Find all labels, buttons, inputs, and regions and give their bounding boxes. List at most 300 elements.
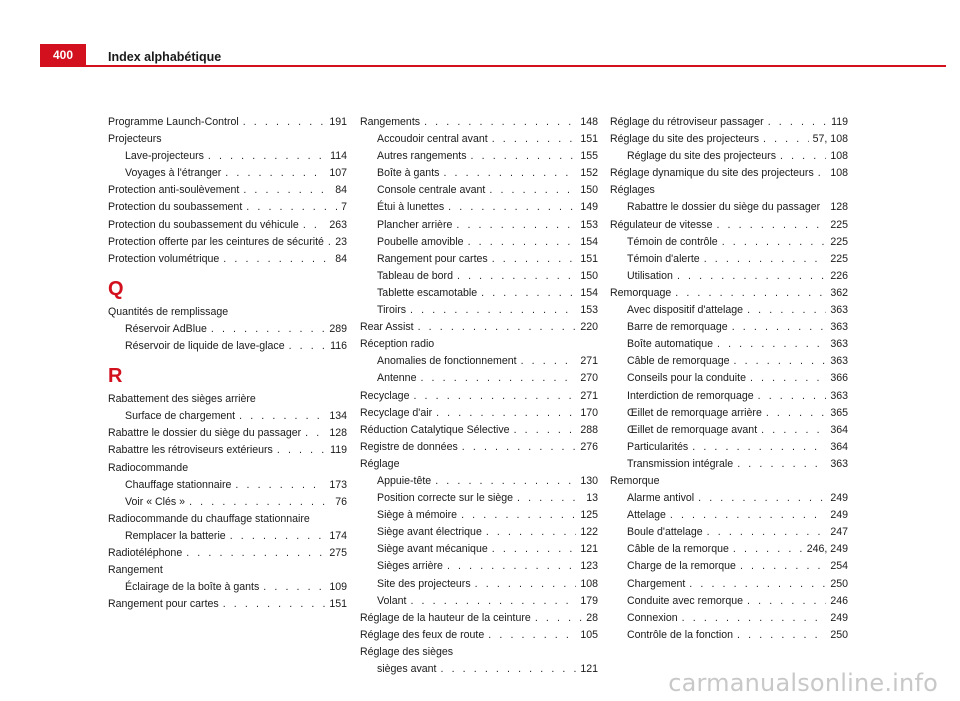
page-reference: 362 bbox=[830, 286, 848, 299]
page-reference: 250 bbox=[830, 628, 848, 641]
page-reference: 179 bbox=[580, 594, 598, 607]
dot-leader bbox=[535, 610, 582, 627]
dot-leader bbox=[243, 114, 326, 131]
dot-leader bbox=[758, 388, 827, 405]
entry-label: Œillet de remorquage arrière bbox=[627, 406, 762, 419]
index-heading: Remorque bbox=[610, 474, 660, 487]
dot-leader bbox=[263, 579, 325, 596]
page-reference: 270 bbox=[580, 372, 598, 385]
page-reference: 119 bbox=[831, 116, 848, 128]
page-reference: 363 bbox=[830, 321, 848, 334]
index-entry bbox=[610, 285, 848, 302]
entry-label: Rabattre le dossier du siège du passager bbox=[108, 427, 302, 440]
entry-label: Anomalies de fonctionnement bbox=[377, 355, 517, 368]
index-entry bbox=[108, 217, 347, 234]
page-reference: 363 bbox=[830, 338, 848, 351]
entry-label: Poubelle amovible bbox=[377, 235, 464, 248]
index-subentry bbox=[108, 338, 347, 355]
page-reference: 220 bbox=[580, 321, 598, 334]
index-entry bbox=[108, 545, 347, 562]
dot-leader bbox=[211, 321, 325, 338]
dot-leader bbox=[489, 182, 576, 199]
dot-leader bbox=[733, 541, 803, 558]
entry-label: Surface de chargement bbox=[125, 410, 236, 423]
page-reference: 155 bbox=[580, 150, 598, 163]
index-entry bbox=[360, 114, 598, 131]
dot-leader bbox=[737, 456, 826, 473]
page-reference: 249 bbox=[830, 492, 848, 505]
page-reference: 246, 249 bbox=[806, 543, 848, 556]
dot-leader bbox=[462, 439, 577, 456]
dot-leader bbox=[189, 494, 331, 511]
index-entry bbox=[610, 217, 848, 234]
page-reference: 275 bbox=[329, 546, 347, 559]
page-reference: 114 bbox=[330, 150, 347, 163]
page-reference: 125 bbox=[580, 509, 598, 522]
entry-label: Protection offerte par les ceintures de sécurité bbox=[108, 235, 324, 248]
index-subentry bbox=[360, 353, 598, 370]
entry-label: sièges avant bbox=[377, 663, 437, 675]
dot-leader bbox=[413, 388, 576, 405]
page-reference: 28 bbox=[586, 611, 598, 624]
dot-leader bbox=[443, 165, 576, 182]
index-entry bbox=[108, 234, 347, 251]
entry-label: Tablette escamotable bbox=[377, 286, 478, 299]
dot-leader bbox=[747, 302, 826, 319]
index-entry bbox=[360, 388, 598, 405]
index-subentry bbox=[108, 528, 347, 545]
dot-leader bbox=[818, 165, 827, 182]
entry-label: Particularités bbox=[627, 440, 689, 453]
entry-label: Rangement pour cartes bbox=[377, 252, 488, 265]
entry-label: Réglage dynamique du site des projecteurs bbox=[610, 167, 814, 180]
entry-label: Protection du soubassement bbox=[108, 201, 243, 214]
index-heading: Rabattement des sièges arrière bbox=[108, 393, 256, 406]
page-reference: 121 bbox=[580, 543, 598, 556]
index-subentry bbox=[610, 541, 848, 558]
dot-leader bbox=[457, 268, 576, 285]
dot-leader bbox=[481, 285, 576, 302]
entry-label: Siège avant mécanique bbox=[377, 543, 488, 556]
index-subentry bbox=[360, 576, 598, 593]
page-reference: 107 bbox=[329, 167, 347, 180]
page-reference: 249 bbox=[830, 611, 848, 624]
entry-label: Sièges arrière bbox=[377, 560, 443, 573]
index-column-1 bbox=[108, 114, 347, 613]
page-title: Index alphabétique bbox=[108, 50, 222, 64]
index-subentry bbox=[360, 661, 598, 678]
index-entry bbox=[108, 251, 347, 268]
dot-leader bbox=[689, 576, 826, 593]
index-entry bbox=[610, 131, 848, 148]
dot-leader bbox=[492, 131, 577, 148]
entry-label: Témoin d'alerte bbox=[627, 252, 700, 265]
index-subentry bbox=[610, 251, 848, 268]
entry-label: Interdiction de remorquage bbox=[627, 389, 754, 402]
page-reference: 130 bbox=[580, 474, 598, 487]
entry-label: Protection du soubassement du véhicule bbox=[108, 218, 299, 231]
page-reference: 247 bbox=[830, 526, 848, 539]
index-subentry bbox=[360, 593, 598, 610]
index-heading: Radiocommande bbox=[108, 461, 189, 474]
page-reference: 23 bbox=[335, 235, 347, 248]
entry-label: Câble de remorquage bbox=[627, 355, 730, 368]
dot-leader bbox=[732, 319, 827, 336]
entry-label: Transmission intégrale bbox=[627, 457, 734, 470]
entry-label: Appuie-tête bbox=[377, 474, 432, 487]
index-subentry bbox=[610, 302, 848, 319]
index-entry bbox=[610, 114, 848, 131]
dot-leader bbox=[468, 234, 577, 251]
page-reference: 13 bbox=[586, 492, 598, 505]
index-entry bbox=[108, 442, 347, 459]
entry-label: Remorquage bbox=[610, 286, 672, 299]
index-subentry bbox=[610, 319, 848, 336]
dot-leader bbox=[675, 285, 826, 302]
entry-label: Connexion bbox=[627, 611, 678, 624]
dot-leader bbox=[208, 148, 326, 165]
index-subentry bbox=[360, 524, 598, 541]
page-reference: 150 bbox=[580, 269, 598, 282]
dot-leader bbox=[225, 165, 325, 182]
entry-label: Programme Launch-Control bbox=[108, 116, 239, 128]
page-reference: 153 bbox=[580, 304, 598, 317]
dot-leader bbox=[761, 422, 826, 439]
index-subentry bbox=[610, 558, 848, 575]
index-subentry bbox=[360, 165, 598, 182]
entry-label: Boîte automatique bbox=[627, 338, 713, 351]
index-subentry bbox=[360, 541, 598, 558]
index-column-2 bbox=[360, 114, 598, 678]
index-subentry bbox=[360, 507, 598, 524]
index-subentry bbox=[610, 456, 848, 473]
page-reference: 109 bbox=[329, 581, 347, 594]
index-subentry bbox=[108, 477, 347, 494]
index-subentry bbox=[610, 148, 848, 165]
index-entry bbox=[360, 319, 598, 336]
page-reference: 76 bbox=[335, 495, 347, 508]
index-subentry bbox=[610, 268, 848, 285]
dot-leader bbox=[447, 558, 576, 575]
page-reference: 148 bbox=[580, 116, 598, 128]
entry-label: Chauffage stationnaire bbox=[125, 478, 232, 491]
page-reference: 121 bbox=[580, 663, 598, 675]
dot-leader bbox=[475, 576, 577, 593]
page-reference: 246 bbox=[830, 594, 848, 607]
entry-label: Réglage du site des projecteurs bbox=[627, 150, 776, 163]
dot-leader bbox=[289, 338, 327, 355]
entry-label: Avec dispositif d'attelage bbox=[627, 304, 744, 317]
page-reference: 151 bbox=[329, 598, 347, 611]
page-reference: 149 bbox=[580, 201, 598, 214]
entry-label: Boîte à gants bbox=[377, 167, 440, 180]
page-reference: 123 bbox=[580, 560, 598, 573]
entry-label: Réservoir de liquide de lave-glace bbox=[125, 340, 285, 353]
entry-label: Éclairage de la boîte à gants bbox=[125, 581, 260, 594]
page-number: 400 bbox=[40, 44, 86, 66]
page-reference: 84 bbox=[335, 184, 347, 197]
page-reference: 363 bbox=[830, 355, 848, 368]
entry-label: Tableau de bord bbox=[377, 269, 453, 282]
page-reference: 174 bbox=[329, 529, 347, 542]
index-subentry bbox=[360, 251, 598, 268]
index-heading: Quantités de remplissage bbox=[108, 305, 229, 318]
page-reference: 151 bbox=[580, 252, 598, 265]
entry-label: Régulateur de vitesse bbox=[610, 218, 713, 231]
entry-label: Attelage bbox=[627, 509, 666, 522]
entry-label: Console centrale avant bbox=[377, 184, 486, 197]
entry-label: Étui à lunettes bbox=[377, 201, 445, 214]
entry-label: Rabattre le dossier du siège du passager bbox=[627, 201, 821, 214]
index-subentry bbox=[610, 422, 848, 439]
index-subentry bbox=[108, 148, 347, 165]
entry-label: Barre de remorquage bbox=[627, 321, 728, 334]
index-entry bbox=[360, 439, 598, 456]
index-subentry bbox=[610, 576, 848, 593]
dot-leader bbox=[471, 148, 577, 165]
index-subentry bbox=[360, 182, 598, 199]
entry-label: Voir « Clés » bbox=[125, 495, 186, 508]
dot-leader bbox=[424, 114, 576, 131]
page-reference: 271 bbox=[580, 389, 598, 402]
page-reference: 108 bbox=[830, 150, 848, 163]
dot-leader bbox=[435, 473, 576, 490]
index-subentry bbox=[360, 268, 598, 285]
dot-leader bbox=[766, 405, 826, 422]
page-reference: 150 bbox=[580, 184, 598, 197]
index-entry bbox=[360, 405, 598, 422]
entry-label: Rear Assist bbox=[360, 321, 414, 334]
dot-leader bbox=[733, 353, 826, 370]
index-subentry bbox=[610, 627, 848, 644]
page-reference: 250 bbox=[830, 577, 848, 590]
page-reference: 105 bbox=[580, 628, 598, 641]
index-subentry bbox=[610, 353, 848, 370]
page-reference: 364 bbox=[830, 440, 848, 453]
index-entry bbox=[360, 610, 598, 627]
page-reference: 366 bbox=[830, 372, 848, 385]
dot-leader bbox=[750, 370, 826, 387]
entry-label: Recyclage d'air bbox=[360, 406, 433, 419]
dot-leader bbox=[740, 558, 826, 575]
index-subentry bbox=[360, 217, 598, 234]
entry-label: Contrôle de la fonction bbox=[627, 628, 734, 641]
entry-label: Accoudoir central avant bbox=[377, 133, 488, 146]
index-subentry bbox=[360, 370, 598, 387]
header-divider bbox=[40, 65, 946, 67]
index-heading: Réglage des sièges bbox=[360, 645, 454, 658]
entry-label: Réglage du rétroviseur passager bbox=[610, 116, 764, 128]
page-reference: 271 bbox=[580, 355, 598, 368]
dot-leader bbox=[246, 199, 337, 216]
index-subentry bbox=[360, 131, 598, 148]
index-subentry bbox=[360, 285, 598, 302]
dot-leader bbox=[716, 217, 826, 234]
dot-leader bbox=[780, 148, 826, 165]
index-subentry bbox=[108, 321, 347, 338]
index-column-3 bbox=[610, 114, 848, 644]
entry-label: Réglage du site des projecteurs bbox=[610, 133, 759, 146]
dot-leader bbox=[707, 524, 827, 541]
section-letter: R bbox=[108, 365, 123, 388]
entry-label: Registre de données bbox=[360, 440, 458, 453]
dot-leader bbox=[305, 425, 325, 442]
page-reference: 128 bbox=[329, 427, 347, 440]
index-subentry bbox=[360, 490, 598, 507]
index-subentry bbox=[108, 408, 347, 425]
index-subentry bbox=[360, 473, 598, 490]
index-entry bbox=[108, 425, 347, 442]
index-heading: Radiocommande du chauffage stationnaire bbox=[108, 512, 310, 525]
dot-leader bbox=[328, 234, 331, 251]
entry-label: Rabattre les rétroviseurs extérieurs bbox=[108, 444, 273, 457]
dot-leader bbox=[692, 439, 826, 456]
page-reference: 263 bbox=[329, 218, 347, 231]
index-subentry bbox=[610, 370, 848, 387]
entry-label: Réglage des feux de route bbox=[360, 628, 485, 641]
index-heading: Réception radio bbox=[360, 338, 435, 351]
dot-leader bbox=[717, 336, 826, 353]
dot-leader bbox=[410, 593, 576, 610]
dot-leader bbox=[763, 131, 809, 148]
dot-leader bbox=[492, 251, 577, 268]
entry-label: Volant bbox=[377, 594, 407, 607]
entry-label: Utilisation bbox=[627, 269, 673, 282]
index-entry bbox=[108, 596, 347, 613]
entry-label: Rangements bbox=[360, 116, 421, 128]
dot-leader bbox=[737, 627, 826, 644]
page-reference: 84 bbox=[335, 252, 347, 265]
entry-label: Boule d'attelage bbox=[627, 526, 703, 539]
entry-label: Plancher arrière bbox=[377, 218, 453, 231]
page-reference: 289 bbox=[329, 322, 347, 335]
index-subentry bbox=[108, 579, 347, 596]
dot-leader bbox=[418, 319, 577, 336]
index-subentry bbox=[610, 490, 848, 507]
page-reference: 191 bbox=[329, 116, 347, 128]
dot-leader bbox=[521, 353, 577, 370]
index-subentry bbox=[610, 405, 848, 422]
index-entry bbox=[108, 199, 347, 216]
page-reference: 170 bbox=[580, 406, 598, 419]
index-entry bbox=[360, 422, 598, 439]
entry-label: Réglage de la hauteur de la ceinture bbox=[360, 611, 531, 624]
index-heading: Projecteurs bbox=[108, 133, 162, 146]
dot-leader bbox=[235, 477, 325, 494]
entry-label: Conseils pour la conduite bbox=[627, 372, 746, 385]
entry-label: Réservoir AdBlue bbox=[125, 322, 207, 335]
dot-leader bbox=[461, 507, 576, 524]
page-reference: 119 bbox=[330, 444, 347, 457]
page-reference: 153 bbox=[580, 218, 598, 231]
dot-leader bbox=[488, 627, 576, 644]
index-heading: Réglages bbox=[610, 184, 655, 197]
entry-label: Réduction Catalytique Sélective bbox=[360, 423, 510, 436]
entry-label: Remplacer la batterie bbox=[125, 529, 226, 542]
entry-label: Radiotéléphone bbox=[108, 546, 183, 559]
dot-leader bbox=[243, 182, 331, 199]
dot-leader bbox=[448, 199, 576, 216]
index-subentry bbox=[108, 165, 347, 182]
page-reference: 276 bbox=[580, 440, 598, 453]
page-reference: 225 bbox=[830, 235, 848, 248]
page-reference: 7 bbox=[341, 201, 347, 214]
entry-label: Alarme antivol bbox=[627, 492, 695, 505]
entry-label: Câble de la remorque bbox=[627, 543, 729, 556]
entry-label: Charge de la remorque bbox=[627, 560, 736, 573]
dot-leader bbox=[303, 217, 326, 234]
entry-label: Protection anti-soulèvement bbox=[108, 184, 240, 197]
dot-leader bbox=[223, 251, 331, 268]
index-subentry bbox=[360, 199, 598, 216]
page-reference: 173 bbox=[329, 478, 347, 491]
page-reference: 225 bbox=[830, 218, 848, 231]
index-heading: Rangement bbox=[108, 564, 163, 577]
dot-leader bbox=[670, 507, 826, 524]
entry-label: Tiroirs bbox=[377, 304, 407, 317]
page-reference: 151 bbox=[580, 133, 598, 146]
page-reference: 365 bbox=[830, 406, 848, 419]
dot-leader bbox=[420, 370, 576, 387]
entry-label: Chargement bbox=[627, 577, 686, 590]
index-entry bbox=[108, 114, 347, 131]
dot-leader bbox=[768, 114, 827, 131]
page-reference: 225 bbox=[830, 252, 848, 265]
page-reference: 154 bbox=[580, 235, 598, 248]
page-reference: 288 bbox=[580, 423, 598, 436]
dot-leader bbox=[514, 422, 577, 439]
index-subentry bbox=[610, 439, 848, 456]
index-subentry bbox=[610, 610, 848, 627]
index-subentry bbox=[360, 558, 598, 575]
entry-label: Autres rangements bbox=[377, 150, 467, 163]
index-entry bbox=[108, 182, 347, 199]
page-reference: 122 bbox=[580, 526, 598, 539]
index-subentry bbox=[610, 524, 848, 541]
index-entry bbox=[360, 627, 598, 644]
page-reference: 128 bbox=[830, 201, 848, 214]
dot-leader bbox=[517, 490, 582, 507]
index-subentry bbox=[108, 494, 347, 511]
page-reference: 152 bbox=[580, 167, 598, 180]
dot-leader bbox=[230, 528, 326, 545]
entry-label: Site des projecteurs bbox=[377, 577, 471, 590]
dot-leader bbox=[239, 408, 325, 425]
page-reference: 57, 108 bbox=[812, 133, 848, 146]
dot-leader bbox=[456, 217, 576, 234]
index-subentry bbox=[360, 302, 598, 319]
index-subentry bbox=[610, 199, 848, 216]
entry-label: Œillet de remorquage avant bbox=[627, 423, 758, 436]
entry-label: Lave-projecteurs bbox=[125, 150, 204, 163]
dot-leader bbox=[440, 661, 576, 678]
dot-leader bbox=[486, 524, 576, 541]
section-letter: Q bbox=[108, 277, 124, 300]
index-subentry bbox=[360, 234, 598, 251]
entry-label: Voyages à l'étranger bbox=[125, 167, 222, 180]
entry-label: Position correcte sur le siège bbox=[377, 492, 514, 505]
index-subentry bbox=[610, 234, 848, 251]
entry-label: Siège avant électrique bbox=[377, 526, 482, 539]
entry-label: Témoin de contrôle bbox=[627, 235, 718, 248]
index-subentry bbox=[610, 507, 848, 524]
page-reference: 108 bbox=[580, 577, 598, 590]
page-reference: 363 bbox=[830, 457, 848, 470]
page-reference: 363 bbox=[830, 304, 848, 317]
dot-leader bbox=[223, 596, 326, 613]
page-reference: 363 bbox=[830, 389, 848, 402]
index-subentry bbox=[610, 388, 848, 405]
